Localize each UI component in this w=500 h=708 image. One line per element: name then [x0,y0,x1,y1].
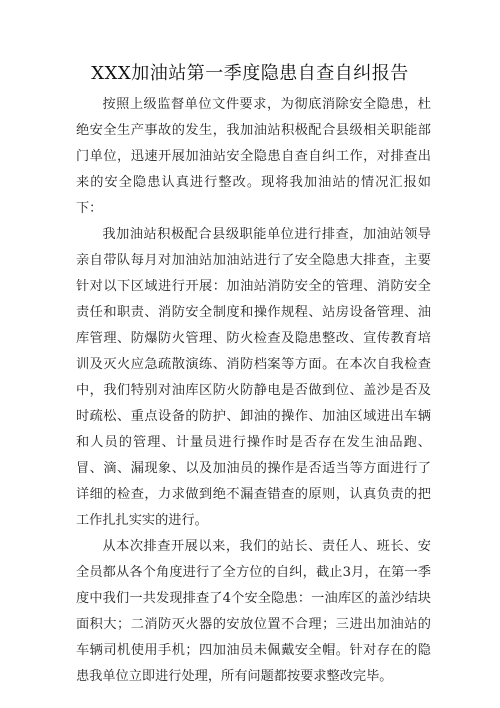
document-title: XXX加油站第一季度隐患自查自纠报告 [91,63,409,84]
paragraph-findings: 从本次排查开展以来，我们的站长、责任人、班长、安全员都从各个角度进行了全方位的自纠，截止3月，在第一季度中我们一共发现排查了4个安全隐患：一油库区的盖沙结块面积大；二消防灭火器的安放位置不合理；三进出加油站的车辆司机使用手机；四加油员未佩戴安全帽。针对存在的隐患我单位立即进行处理，所有问题都按要求整改完毕。 [76,539,431,684]
paragraph-inspection-details: 我加油站积极配合县级职能单位进行排查，加油站领导亲自带队每月对加油站加油站进行了安全隐患大排查，主要针对以下区域进行开展：加油站消防安全的管理、消防安全责任和职责、消防安全制度和操作规程、站房设备管理、油库管理、防爆防火管理、防火检查及隐患整改、宣传教育培训及灭火应急疏散演练、消防档案等方面。在本次自我检查中，我们特别对油库区防火防静电是否做到位、盖沙是否及时疏松、重点设备的防护、卸油的操作、加油区域进出车辆和人员的管理、计量员进行操作时是否存在发生油品跑、冒、滴、漏现象、以及加油员的操作是否适当等方面进行了详细的检查，力求做到绝不漏查错查的原则，认真负责的把工作扎扎实实的进行。 [76,227,431,528]
paragraph-intro: 按照上级监督单位文件要求，为彻底消除安全隐患，杜绝安全生产事故的发生，我加油站积极配合县级相关职能部门单位，迅速开展加油站安全隐患自查自纠工作，对排查出来的安全隐患认真进行整改。现将我加油站的情况汇报如下： [76,97,431,216]
document-body [76,92,431,690]
